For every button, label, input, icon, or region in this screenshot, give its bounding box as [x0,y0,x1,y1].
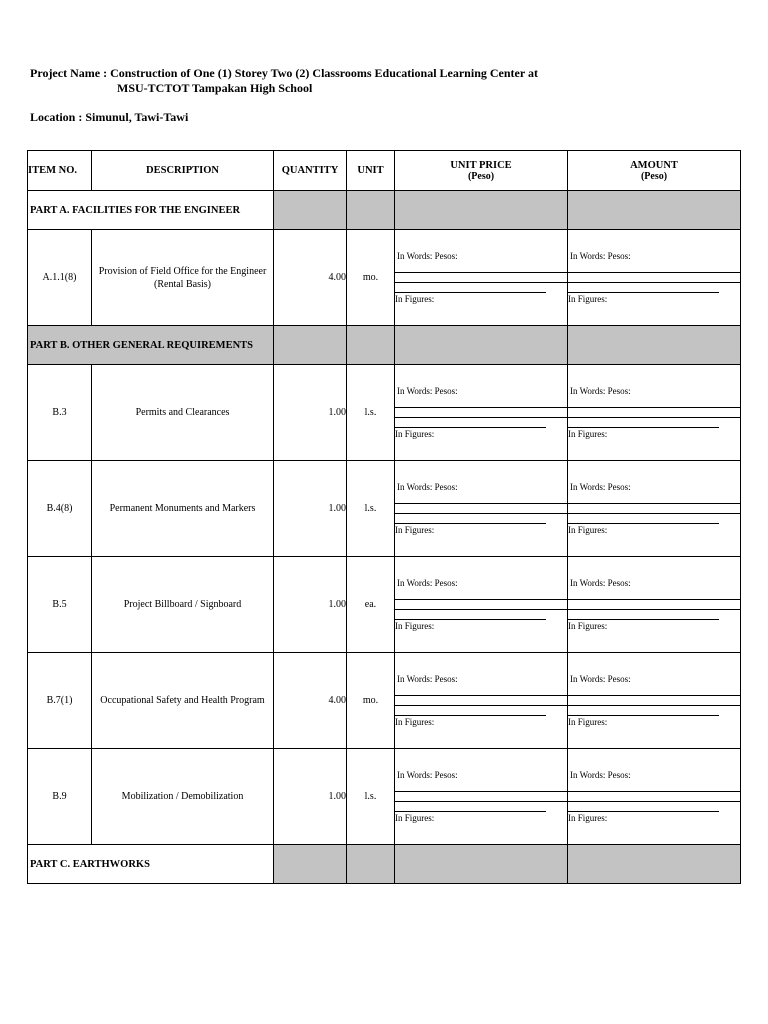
unit-price-cell[interactable] [395,461,568,557]
col-header-unit-price [395,151,568,191]
table-row [28,749,741,845]
blank-line [395,610,546,620]
item-no: B.4(8) [28,461,92,557]
price-figures-label: In Figures: [568,294,608,304]
price-figures-label: In Figures: [395,813,435,823]
price-words-label: In Words: Pesos: [570,482,631,492]
price-figures-label: In Figures: [395,525,435,535]
item-description: Permanent Monuments and Markers [92,461,274,557]
item-no: B.9 [28,749,92,845]
item-description: Occupational Safety and Health Program [92,653,274,749]
price-words-label: In Words: Pesos: [397,674,458,684]
col-header-amount [568,151,741,191]
blank-line [395,408,567,418]
amount-cell[interactable] [568,461,741,557]
unit-price-cell[interactable] [395,653,568,749]
blank-line [395,600,567,610]
amount-cell[interactable] [568,365,741,461]
part-cell [347,191,395,230]
item-quantity: 4.00 [274,230,347,326]
price-words-label: In Words: Pesos: [570,386,631,396]
blank-line [395,263,567,273]
part-cell [274,845,347,884]
blank-line [568,398,740,408]
part-cell [347,326,395,365]
price-figures-label: In Figures: [395,294,435,304]
part-c-title: PART C. EARTHWORKS [28,845,274,884]
blank-line [568,408,740,418]
item-unit: l.s. [347,461,395,557]
item-description: Permits and Clearances [92,365,274,461]
blank-line [568,782,740,792]
blank-line [395,792,567,802]
unit-price-label: UNIT PRICE [450,159,512,171]
item-unit: ea. [347,557,395,653]
part-a-title: PART A. FACILITIES FOR THE ENGINEER [28,191,274,230]
table-row [28,365,741,461]
blank-line [568,263,740,273]
blank-line [395,802,546,812]
item-description: Project Billboard / Signboard [92,557,274,653]
part-cell [274,191,347,230]
item-no: B.5 [28,557,92,653]
item-no: B.7(1) [28,653,92,749]
project-name-line1: Construction of One (1) Storey Two (2) Classrooms Educational Learning Center at [110,66,538,80]
price-figures-label: In Figures: [568,429,608,439]
item-unit: l.s. [347,749,395,845]
item-description: Provision of Field Office for the Engineer (Rental Basis) [92,230,274,326]
blank-line [395,398,567,408]
item-quantity: 1.00 [274,461,347,557]
blank-line [568,514,719,524]
item-unit: mo. [347,230,395,326]
unit-price-cell[interactable] [395,557,568,653]
project-name-line2: MSU-TCTOT Tampakan High School [117,81,313,95]
table-row [28,557,741,653]
blank-line [568,494,740,504]
price-figures-label: In Figures: [395,717,435,727]
price-figures-label: In Figures: [568,621,608,631]
blank-line [395,590,567,600]
price-words-label: In Words: Pesos: [570,770,631,780]
blank-line [568,706,719,716]
blank-line [395,782,567,792]
blank-line [395,494,567,504]
table-row [28,653,741,749]
unit-price-cell[interactable] [395,749,568,845]
blank-line [568,600,740,610]
price-words-label: In Words: Pesos: [570,251,631,261]
col-header-item-no: ITEM NO. [28,151,92,191]
blank-line [395,418,546,428]
col-header-unit: UNIT [347,151,395,191]
price-figures-label: In Figures: [568,813,608,823]
price-words-label: In Words: Pesos: [397,770,458,780]
blank-line [395,706,546,716]
project-header [30,66,538,125]
unit-price-cell[interactable] [395,230,568,326]
blank-line [395,696,567,706]
amount-label: AMOUNT [630,159,678,171]
col-header-description: DESCRIPTION [92,151,274,191]
part-b-row [28,326,741,365]
bill-of-quantities-table [27,150,741,884]
project-name-label: Project Name : [30,66,111,80]
part-cell [568,326,741,365]
col-header-quantity: QUANTITY [274,151,347,191]
amount-cell[interactable] [568,653,741,749]
blank-line [395,514,546,524]
item-description: Mobilization / Demobilization [92,749,274,845]
blank-line [568,418,719,428]
blank-line [568,504,740,514]
part-cell [347,845,395,884]
price-figures-label: In Figures: [395,429,435,439]
item-unit: mo. [347,653,395,749]
item-quantity: 1.00 [274,557,347,653]
blank-line [568,686,740,696]
part-cell [395,191,568,230]
price-words-label: In Words: Pesos: [570,674,631,684]
blank-line [395,686,567,696]
price-figures-label: In Figures: [568,717,608,727]
blank-line [395,283,546,293]
blank-line [395,504,567,514]
price-figures-label: In Figures: [568,525,608,535]
unit-price-sub: (Peso) [467,170,495,182]
amount-cell[interactable] [568,557,741,653]
item-no: A.1.1(8) [28,230,92,326]
table-row [28,230,741,326]
part-cell [274,326,347,365]
price-words-label: In Words: Pesos: [397,386,458,396]
table-header-row [28,151,741,191]
item-quantity: 4.00 [274,653,347,749]
part-cell [395,326,568,365]
blank-line [568,610,719,620]
part-cell [395,845,568,884]
part-a-row [28,191,741,230]
price-words-label: In Words: Pesos: [570,578,631,588]
blank-line [568,802,719,812]
blank-line [568,283,719,293]
unit-price-cell[interactable] [395,365,568,461]
blank-line [395,273,567,283]
amount-cell[interactable] [568,230,741,326]
blank-line [568,590,740,600]
part-cell [568,191,741,230]
item-unit: l.s. [347,365,395,461]
part-c-row [28,845,741,884]
item-quantity: 1.00 [274,365,347,461]
item-quantity: 1.00 [274,749,347,845]
amount-sub: (Peso) [640,170,668,182]
price-words-label: In Words: Pesos: [397,482,458,492]
part-b-title: PART B. OTHER GENERAL REQUIREMENTS [28,326,274,365]
price-words-label: In Words: Pesos: [397,578,458,588]
blank-line [568,273,740,283]
amount-cell[interactable] [568,749,741,845]
part-cell [568,845,741,884]
price-words-label: In Words: Pesos: [397,251,458,261]
location: Location : Simunul, Tawi-Tawi [30,110,189,124]
price-figures-label: In Figures: [395,621,435,631]
item-no: B.3 [28,365,92,461]
blank-line [568,696,740,706]
blank-line [568,792,740,802]
table-row [28,461,741,557]
